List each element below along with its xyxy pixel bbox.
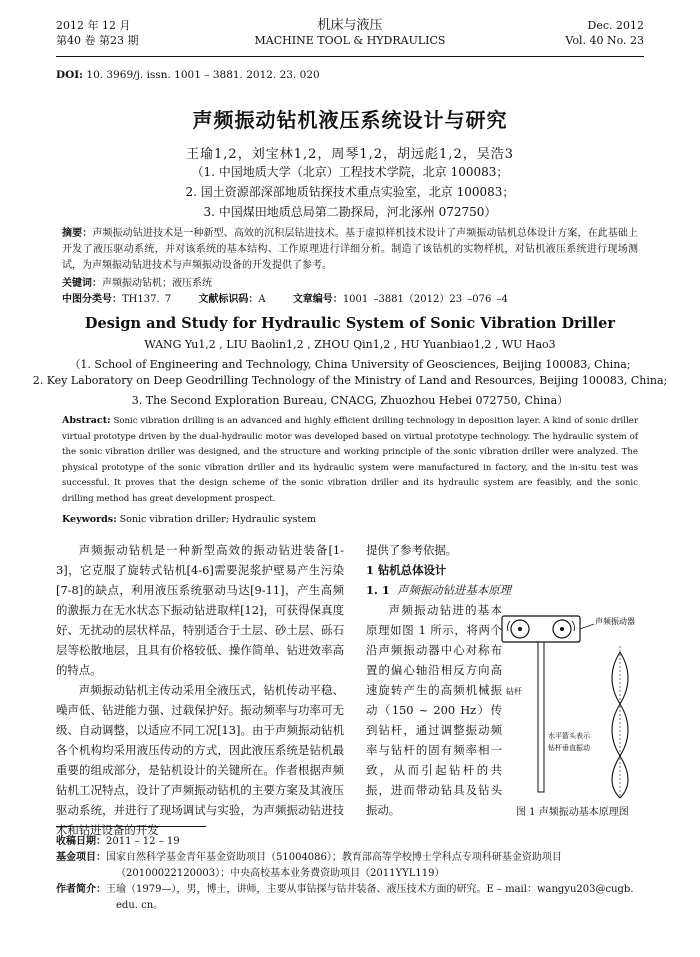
body-paragraph-continued: 提供了参考依据。 [366, 543, 458, 557]
author-bio-value: 王瑜（1979—），男，博士，讲师，主要从事钻探与钻井装备、液压技术方面的研究。E – mail：wangyu203@cugb. edu. cn。 [106, 884, 634, 911]
authors-en: WANG Yu1,2 , LIU Baolin1,2 , ZHOU Qin1,2 , HU Yuanbiao1,2 , WU Hao3 [144, 338, 556, 351]
keywords-en-text: Sonic vibration driller; Hydraulic system [116, 514, 316, 525]
running-header [56, 18, 644, 54]
clc-label: 中图分类号： [62, 294, 122, 305]
header-right [565, 18, 644, 48]
doi-label: DOI: [56, 69, 84, 81]
eccentric-axle-right [560, 627, 564, 631]
header-date: 2012 年 12 月 [56, 19, 131, 32]
section-heading-1: 1 钻机总体设计 [366, 563, 447, 577]
doc-code-value: A [258, 294, 266, 305]
doi-value: 10. 3969/j. issn. 1001 – 3881. 2012. 23. 020 [83, 69, 320, 81]
keywords-zh-text: 声频振动钻机；液压系统 [102, 278, 212, 289]
keywords-zh [62, 274, 212, 289]
doc-code-label: 文献标识码： [198, 294, 259, 305]
body-paragraph-2: 声频振动钻机主传动采用全液压式，钻机传动平稳、噪声低、钻进能力强、过载保护好。振动频率与功率可无级、自动调整，以适应不同工况[13]。由于声频振动钻机各个机构均采用液压传动的方式，因此液压系统是钻机最重要的组成部分，是钻机设计的关键所在。作者根据声频钻机工况特点，设计了声频振动钻机的主要方案及其液压驱动系统，并进行了现场调试与实验，为声频振动钻进技术和钻进设备的开发 [56, 683, 344, 837]
abstract-zh-label: 摘要： [62, 228, 93, 239]
standing-wave-right [612, 652, 628, 798]
authors-zh: 王瑜1,2，刘宝林1,2，周琴1,2，胡远彪1,2，吴浩3 [186, 147, 514, 162]
doi [56, 69, 320, 81]
arrow-note-line-1: 水平箭头表示 [548, 732, 590, 740]
header-rule [56, 56, 644, 57]
abstract-zh [62, 226, 638, 274]
article-number-value: 1001 –3881（2012）23 –076 –4 [342, 294, 508, 305]
figure-1-diagram [498, 612, 648, 800]
subsection-heading-1-1 [366, 580, 646, 600]
funding-label: 基金项目： [56, 852, 106, 863]
affiliation-en-1: （1. School of Engineering and Technology, China University of Geosciences, Beijing 100083, China; [69, 358, 631, 371]
arrow-note-line-2: 钻杆垂直振动 [548, 744, 590, 752]
clc-value: TH137. 7 [122, 294, 172, 305]
title-en: Design and Study for Hydraulic System of Sonic Vibration Driller [84, 315, 616, 332]
keywords-en-label: Keywords: [62, 514, 117, 525]
classification-zh [62, 290, 508, 305]
title-zh: 声频振动钻机液压系统设计与研究 [192, 108, 508, 132]
received-label: 收稿日期： [56, 836, 106, 847]
received-value: 2011 – 12 – 19 [106, 836, 180, 847]
abstract-zh-text: 声频振动钻进技术是一种新型、高效的沉积层钻进技术。基于虚拟样机技术设计了声频振动钻机总体设计方案，在此基础上开发了液压驱动系统，并对该系统的基本结构、工作原理进行详细分析。制造了该钻机的实物样机，对钻机液压系统进行现场测试，为声频振动钻进技术与声频振动设备的开发提供了参考。 [62, 228, 639, 271]
affiliation-zh-2: 2. 国土资源部深部地质钻探技术重点实验室，北京 100083； [185, 185, 515, 199]
subsection-title: 声频振动钻进基本原理 [397, 583, 511, 597]
journal-name-en: MACHINE TOOL & HYDRAULICS [254, 34, 446, 47]
footnote-rule [56, 826, 206, 827]
vibrator-leader-line [580, 624, 594, 629]
header-date-en: Dec. 2012 [587, 19, 644, 32]
affiliation-zh-3: 3. 中国煤田地质总局第二勘探局，河北涿州 072750） [203, 205, 497, 219]
footnote-funding [56, 850, 646, 882]
header-volume-en: Vol. 40 No. 23 [565, 34, 644, 47]
article-number-label: 文章编号： [292, 294, 343, 305]
journal-name-zh: 机床与液压 [317, 18, 383, 33]
affiliation-en-3: 3. The Second Exploration Bureau, CNACG, Zhuozhou Hebei 072750, China） [131, 394, 569, 407]
abstract-en-label: Abstract: [62, 415, 111, 426]
keywords-zh-label: 关键词： [62, 278, 102, 289]
funding-value: 国家自然科学基金青年基金资助项目（51004086）；教育部高等学校博士学科点专项科研基金资助项目（20100022120003）；中央高校基本业务费资助项目（2011YYL119） [106, 852, 562, 879]
abstract-en [62, 413, 638, 507]
header-center [56, 18, 644, 48]
vibrator-housing [502, 616, 580, 642]
drill-rod [538, 642, 544, 792]
affiliation-zh-1: （1. 中国地质大学（北京）工程技术学院，北京 100083； [191, 165, 509, 179]
eccentric-axle-left [518, 627, 522, 631]
subsection-number: 1. 1 [366, 583, 390, 597]
rotation-arrow-left-icon [508, 621, 510, 631]
rotation-arrow-right-icon [572, 621, 574, 631]
footnote-author [56, 882, 646, 914]
vibrator-label: 声频振动器 [595, 617, 635, 626]
header-volume: 第40 卷 第23 期 [56, 34, 139, 47]
body-paragraph-principle: 声频振动钻进的基本原理如图 1 所示，将两个沿声频振动器中心对称布置的偏心轴沿相反方向高速旋转产生的高频机械振动（150 ~ 200 Hz）传到钻杆，通过调整振动频率与钻杆的固有频率相一致，从而引起钻杆的共振，进而带动钻具及钻头振动。 [366, 603, 502, 817]
author-bio-label: 作者简介： [56, 884, 106, 895]
standing-wave-left [612, 652, 628, 798]
body-paragraph-1: 声频振动钻机是一种新型高效的振动钻进装备[1-3]，它克服了旋转式钻机[4-6]需要泥浆护壁易产生污染[7-8]的缺点，利用液压系统驱动马达[9-11]，产生高频的激振力在无水状态下振动钻进取样[12]，可获得保真度好、无扰动的层状样品，特别适合于土层、砂土层、砾石层等松散地层，且具有价格较低、操作简单、钻进效率高的特点。 [56, 543, 344, 677]
rod-label: 钻杆 [506, 687, 522, 696]
affiliation-en-2: 2. Key Laboratory on Deep Geodrilling Technology of the Ministry of Land and Resources, Beijing 100083, China; [32, 374, 668, 387]
keywords-en [62, 514, 316, 525]
body-column-left [56, 540, 344, 840]
footnote-received [56, 834, 646, 850]
abstract-en-text: Sonic vibration drilling is an advanced and highly efficient drilling technology in deposition layer. A kind of sonic driller virtual prototype driven by the dual-hydraulic motor was developed based on virtual prototype technology. The hydraulic system of the sonic vibration driller was designed, and the structure and working principle of the sonic vibration driller were analyzed. The physical prototype of the sonic vibration driller and its hydraulic system were manufactured in factory, and the in-situ test was successful. It proves that the design scheme of the sonic vibration driller and its hydraulic system are feasibly, and the sonic drilling method has great development prospect. [62, 416, 638, 504]
figure-1-caption: 图 1 声频振动基本原理图 [516, 807, 629, 818]
